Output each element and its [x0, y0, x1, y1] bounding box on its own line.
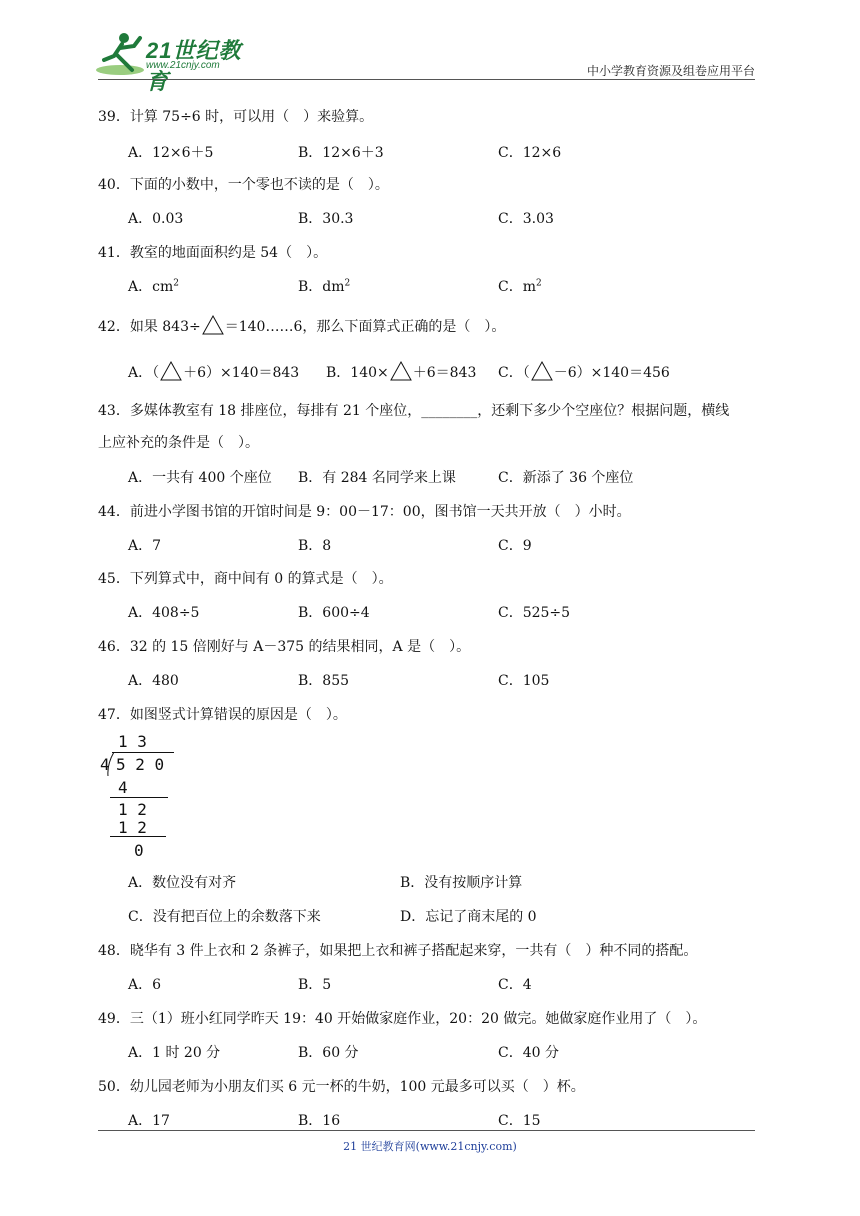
header-divider: [98, 79, 755, 80]
q44-option-b: B．8: [298, 538, 332, 554]
q44-option-a: A．7: [128, 538, 162, 554]
q47-option-c: C．没有把百位上的余数落下来: [128, 909, 321, 925]
quotient: 1 3: [118, 732, 147, 751]
q39-option-a: A．12×6＋5: [128, 145, 214, 161]
dividend: 5 2 0: [116, 755, 165, 774]
q47-option-d: D．忘记了商末尾的 0: [400, 909, 537, 925]
division-bar: [112, 752, 174, 753]
q45-option-c: C．525÷5: [498, 605, 571, 621]
q49-option-b: B．60 分: [298, 1045, 359, 1061]
runner-logo-icon: [94, 30, 146, 78]
q39-option-b: B．12×6＋3: [298, 145, 384, 161]
q43-option-a: A．一共有 400 个座位: [128, 470, 272, 486]
question-43-line2: 上应补充的条件是（ ）。: [98, 435, 259, 451]
site-logo: [94, 30, 264, 94]
q50-option-b: B．16: [298, 1113, 341, 1129]
q42-option-b: B．140× ＋6＝843: [326, 360, 476, 382]
question-50: 50．幼儿园老师为小朋友们买 6 元一杯的牛奶，100 元最多可以买（ ）杯。: [98, 1079, 585, 1095]
q46-option-b: B．855: [298, 673, 350, 689]
logo-url: www.21cnjy.com: [146, 60, 220, 71]
question-46: 46．32 的 15 倍刚好与 A－375 的结果相同，A 是（ ）。: [98, 639, 471, 655]
triangle-icon: [530, 360, 554, 382]
logo-text: 21世纪教育: [146, 38, 242, 94]
step-2: 1 2: [118, 800, 147, 819]
question-45: 45．下列算式中，商中间有 0 的算式是（ ）。: [98, 571, 393, 587]
q42-option-a: A．（ ＋6）×140＝843: [128, 360, 299, 382]
question-47: 47．如图竖式计算错误的原因是（ ）。: [98, 707, 347, 723]
q40-option-b: B．30.3: [298, 211, 354, 227]
q48-option-b: B．5: [298, 977, 332, 993]
q46-option-a: A．480: [128, 673, 179, 689]
triangle-icon: [201, 314, 225, 336]
q45-option-b: B．600÷4: [298, 605, 370, 621]
q45-option-a: A．408÷5: [128, 605, 200, 621]
q39-option-c: C．12×6: [498, 145, 562, 161]
step-1: 4: [118, 778, 128, 797]
q48-option-c: C．4: [498, 977, 532, 993]
q49-option-c: C．40 分: [498, 1045, 559, 1061]
q42-option-c: C．（ －6）×140＝456: [498, 360, 670, 382]
q40-option-c: C．3.03: [498, 211, 554, 227]
step-1-line: [110, 797, 168, 798]
q48-option-a: A．6: [128, 977, 162, 993]
q40-option-a: A．0.03: [128, 211, 184, 227]
q50-option-c: C．15: [498, 1113, 541, 1129]
q43-option-b: B．有 284 名同学来上课: [298, 470, 456, 486]
q41-option-a: A．$cm^2$: [128, 278, 179, 295]
question-44: 44．前进小学图书馆的开馆时间是 9：00－17：00，图书馆一天共开放（ ）小时。: [98, 504, 631, 520]
q43-option-c: C．新添了 36 个座位: [498, 470, 634, 486]
header-site-name: 中小学教育资源及组卷应用平台: [586, 64, 755, 78]
question-39: 39．计算 75÷6 时，可以用（ ）来验算。: [98, 109, 374, 125]
question-49: 49．三（1）班小红同学昨天 19：40 开始做家庭作业，20：20 做完。她做家庭作业用了（ ）。: [98, 1011, 707, 1027]
triangle-icon: [159, 360, 183, 382]
question-48: 48．晓华有 3 件上衣和 2 条裤子，如果把上衣和裤子搭配起来穿，一共有（ ）种不同的搭配。: [98, 943, 698, 959]
q46-option-c: C．105: [498, 673, 550, 689]
q49-option-a: A．1 时 20 分: [128, 1045, 221, 1061]
footer-link[interactable]: 21 世纪教育网(www.21cnjy.com): [343, 1140, 517, 1153]
divisor: 4: [100, 755, 110, 774]
q41-option-b: B．$dm^2$: [298, 278, 351, 295]
question-42: 42．如果 843÷ ＝140……6，那么下面算式正确的是（ ）。: [98, 314, 505, 336]
q41-option-c: C．$m^2$: [498, 278, 542, 295]
footer-divider: [98, 1130, 755, 1131]
step-3: 1 2: [118, 818, 147, 837]
q44-option-c: C．9: [498, 538, 532, 554]
question-43: 43．多媒体教室有 18 排座位，每排有 21 个座位，________，还剩下多少个空座位？根据问题，横线: [98, 403, 730, 419]
q47-option-a: A．数位没有对齐: [128, 875, 237, 891]
question-41: 41．教室的地面面积约是 54（ ）。: [98, 245, 328, 261]
q47-option-b: B．没有按顺序计算: [400, 875, 523, 891]
step-3-line: [110, 836, 166, 837]
long-division-figure: [100, 730, 190, 860]
triangle-icon: [389, 360, 413, 382]
q50-option-a: A．17: [128, 1113, 170, 1129]
question-40: 40．下面的小数中，一个零也不读的是（ ）。: [98, 177, 389, 193]
remainder: 0: [134, 841, 144, 860]
